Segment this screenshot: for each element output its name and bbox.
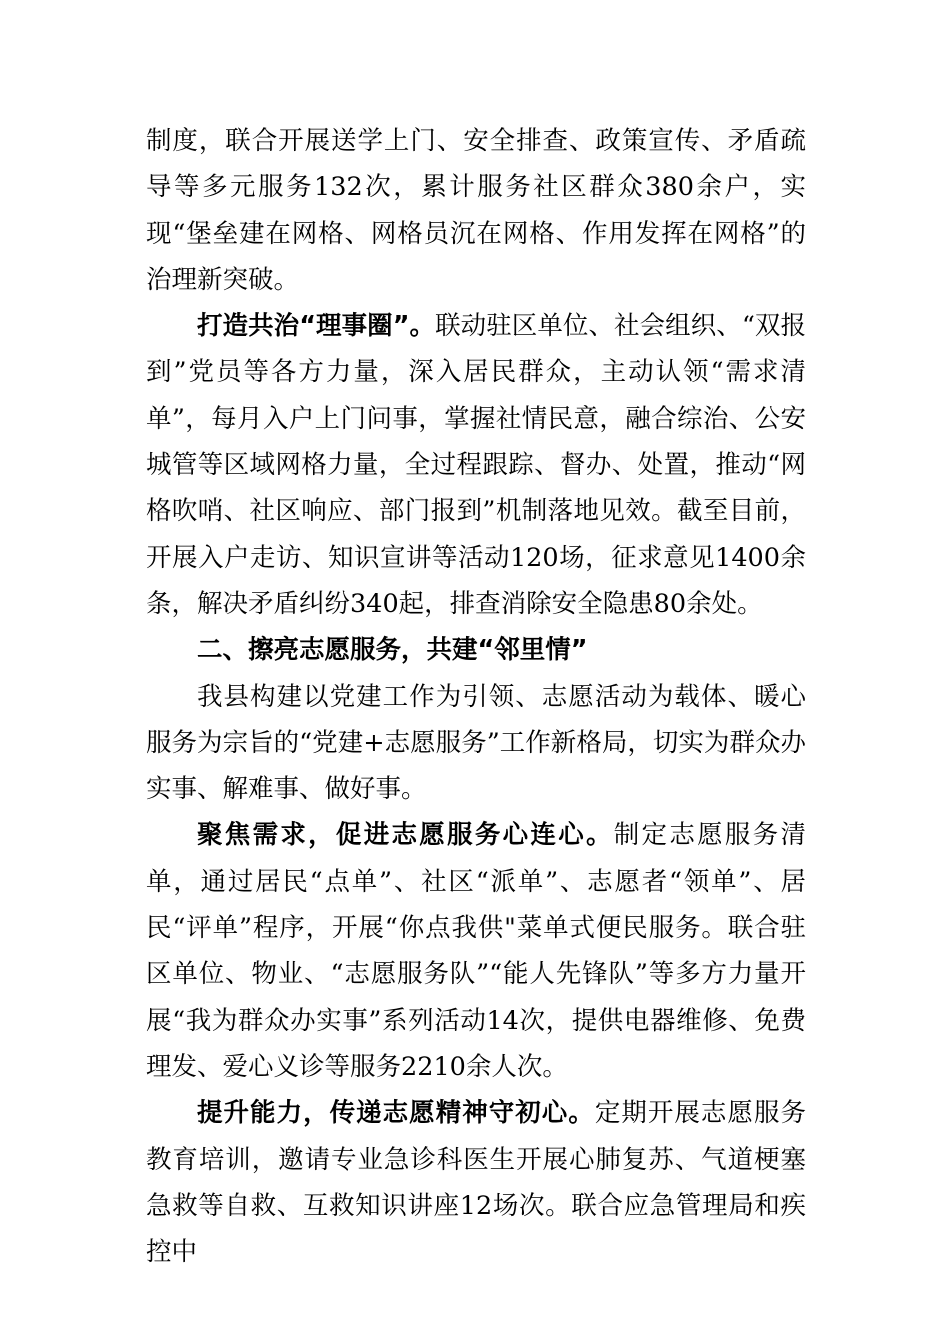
paragraph-focus-needs	[146, 812, 806, 1090]
paragraph-continuation	[146, 118, 806, 303]
paragraph-text: 定期开展志愿服务教育培训，邀请专业急诊科医生开展心肺复苏、气道梗塞急救等自救、互救知识讲座12场次。联合应急管理局和疾控中	[146, 1098, 806, 1268]
section-heading-text: 二、擦亮志愿服务，共建“邻里情”	[197, 635, 588, 666]
paragraph-lead: 聚焦需求，促进志愿服务心连心。	[197, 820, 614, 851]
paragraph-improve-ability	[146, 1090, 806, 1275]
document-body	[146, 118, 806, 1275]
paragraph-section-intro	[146, 674, 806, 813]
paragraph-text: 制定志愿服务清单，通过居民“点单”、社区“派单”、志愿者“领单”、居民“评单”程序，开展“你点我供"菜单式便民服务。联合驻区单位、物业、“志愿服务队”“能人先锋队”等多方力量开展“我为群众办实事”系列活动14次，提供电器维修、免费理发、爱心义诊等服务2210余人次。	[146, 820, 806, 1082]
paragraph-text: 联动驻区单位、社会组织、“双报到”党员等各方力量，深入居民群众，主动认领“需求清单”，每月入户上门问事，掌握社情民意，融合综治、公安城管等区域网格力量，全过程跟踪、督办、处置，推动“网格吹哨、社区响应、部门报到”机制落地见效。截至目前，开展入户走访、知识宣讲等活动120场，征求意见1400余条，解决矛盾纠纷340起，排查消除安全隐患80余处。	[146, 311, 806, 619]
paragraph-text: 制度，联合开展送学上门、安全排查、政策宣传、矛盾疏导等多元服务132次，累计服务社区群众380余户，实现“堡垒建在网格、网格员沉在网格、作用发挥在网格”的治理新突破。	[146, 126, 806, 295]
section-heading	[146, 627, 806, 673]
paragraph-governance-circle	[146, 303, 806, 627]
paragraph-text: 我县构建以党建工作为引领、志愿活动为载体、暖心服务为宗旨的“党建+志愿服务”工作新格局，切实为群众办实事、解难事、做好事。	[146, 681, 806, 805]
paragraph-lead: 提升能力，传递志愿精神守初心。	[197, 1098, 595, 1129]
paragraph-lead: 打造共治“理事圈”。	[197, 311, 436, 342]
